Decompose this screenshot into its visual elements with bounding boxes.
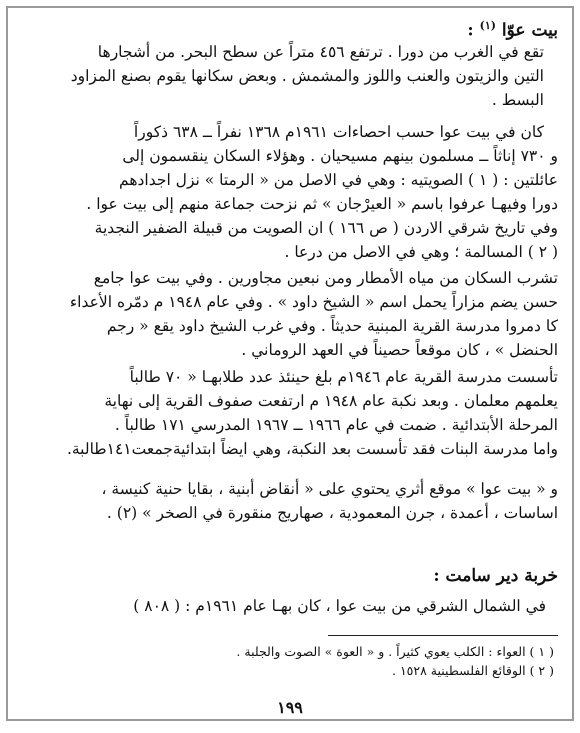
section-heading-beit-awwa	[22, 14, 558, 43]
footnote-line: ( ٢ ) الوقائع الفلسطينية ١٥٢٨ .	[392, 663, 554, 678]
paragraph-line: تقع في الغرب من دورا . ترتفع ٤٥٦ متراً عن سطح البحر. من أشجارها	[97, 43, 544, 61]
paragraph-line: تشرب السكان من مياه الأمطار ومن نبعين مجاورين . وفي بيت عوا جامع	[93, 269, 558, 287]
paragraph-line: و ٧٣٠ إناثاً ــ مسلمون بينهم مسيحيان . وهؤلاء السكان ينقسمون إلى	[122, 147, 558, 165]
heading-colon: :	[467, 20, 474, 41]
paragraph-line: كان في بيت عوا حسب احصاءات ١٩٦١م ١٣٦٨ نفراً ــ ٦٣٨ ذكوراً	[133, 123, 544, 141]
paragraph-6	[22, 594, 546, 618]
paragraph-line: و « بيت عوا » موقع أثري يحتوي على « أنقاض أبنية ، بقايا حنية كنيسة ،	[101, 480, 558, 498]
paragraph-line: البسط .	[491, 91, 544, 109]
document-page	[6, 6, 574, 721]
heading-text: خربة دير سامت :	[433, 566, 558, 586]
footnote-separator	[328, 635, 558, 636]
paragraph-line: التين والزيتون والعنب واللوز والمشمش . وبعض سكانها يقوم بصنع المزاود	[70, 67, 544, 85]
page-number: ١٩٩	[277, 698, 303, 717]
paragraph-4	[22, 365, 558, 461]
footnote-line: ( ١ ) العواء : الكلب يعوي كثيراً . و « العوة » الصوت والجلبة .	[236, 644, 554, 659]
footnotes	[22, 642, 554, 680]
paragraph-1	[22, 40, 544, 112]
heading-text: بيت عوّا	[501, 20, 558, 41]
paragraph-line: المرحلة الأبتدائية . ضمت في عام ١٩٦٦ ــ ١٩٦٧ المدرسي ١٧١ طالباً .	[114, 416, 558, 434]
paragraph-line: يعلمهم معلمان . وبعد نكبة عام ١٩٤٨ م ارتفعت صفوف القرية إلى نهاية	[104, 392, 558, 410]
paragraph-line: في الشمال الشرقي من بيت عوا ، كان بهـا عام ١٩٦١م : ( ٨٠٨ )	[133, 597, 546, 615]
paragraph-line: ( ٢ ) المسالمة ؛ وهي في الاصل من درعا .	[284, 243, 558, 261]
paragraph-line: كا دمروا مدرسة القرية المبنية حديثاً . وفي غرب الشيخ داود يقع « رجم	[106, 317, 558, 335]
paragraph-line: واما مدرسة البنات فقد تأسست بعد النكبة، وهي ايضاً ابتدائيةجمعت١٤١طالبة.	[66, 440, 558, 458]
paragraph-5	[22, 477, 558, 525]
paragraph-line: الحنضل » ، كان موقعاً حصيناً في العهد الروماني .	[241, 341, 558, 359]
paragraph-3	[22, 266, 558, 362]
paragraph-line: وفي تاريخ شرقي الاردن ( ص ١٦٦ ) ان الصويت من قبيلة الضفير النجدية	[94, 219, 558, 237]
paragraph-line: اساسات ، أعمدة ، جرن المعمودية ، صهاريج منقورة في الصخر » (٢) .	[106, 504, 558, 522]
paragraph-line: عائلتين : ( ١ ) الصويتيه : وهي في الاصل من « الرمتا » نزل اجدادهم	[119, 171, 558, 189]
paragraph-2	[22, 120, 558, 264]
paragraph-line: حسن يضم مزاراً يحمل اسم « الشيخ داود » . وفي عام ١٩٤٨ م دمّره الأعداء	[69, 293, 558, 311]
footnote-ref: (١)	[479, 19, 496, 32]
paragraph-line: دورا وفيهـا عرفوا باسم « العيرْجان » ثم نزحت جماعة منهم إلى بيت عوا .	[86, 195, 558, 213]
section-heading-deir-samit	[22, 564, 558, 588]
paragraph-line: تأسست مدرسة القرية عام ١٩٤٦م بلغ حينئذ عدد طلابهـا « ٧٠ طالباً	[129, 368, 558, 386]
